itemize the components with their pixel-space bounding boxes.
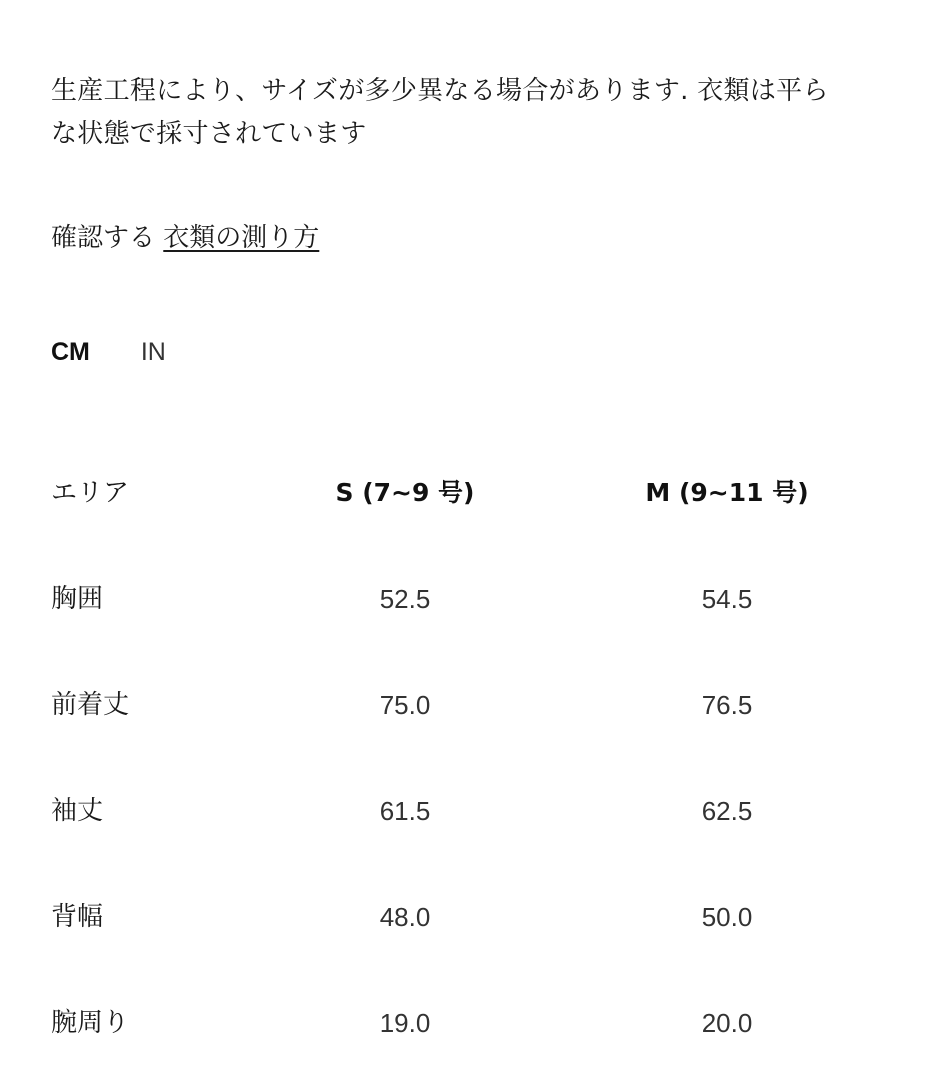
unit-toggle xyxy=(51,334,166,370)
how-to-measure-link[interactable]: 衣類の測り方 xyxy=(163,223,320,253)
notice-line-1: 生産工程により、サイズが多少異なる場合があります. 衣類は平ら xyxy=(51,76,829,106)
row-area-label: 背幅 xyxy=(51,902,104,932)
row-area-label: 腕周り xyxy=(51,1008,130,1038)
measure-guide-line xyxy=(51,218,319,258)
row-area-label: 胸囲 xyxy=(51,584,104,614)
size-table xyxy=(51,440,911,1076)
row-value-m: 76.5 xyxy=(701,690,753,720)
row-value-m: 50.0 xyxy=(701,902,753,932)
header-size-s: S (7~9 号) xyxy=(335,478,475,507)
row-area-label: 前着丈 xyxy=(51,690,130,720)
table-row xyxy=(51,864,911,970)
row-area-label: 袖丈 xyxy=(51,796,104,826)
table-row xyxy=(51,546,911,652)
table-row xyxy=(51,758,911,864)
measurement-notice xyxy=(51,70,911,156)
check-prefix: 確認する xyxy=(51,223,156,253)
header-size-m: M (9~11 号) xyxy=(645,478,809,507)
row-value-m: 54.5 xyxy=(701,584,753,614)
row-value-m: 62.5 xyxy=(701,796,753,826)
header-area: エリア xyxy=(51,478,130,508)
table-header-row xyxy=(51,440,911,546)
notice-line-2: な状態で採寸されています xyxy=(51,119,367,149)
table-row xyxy=(51,970,911,1076)
table-row xyxy=(51,652,911,758)
unit-cm-option[interactable]: CM xyxy=(51,338,90,366)
row-value-m: 20.0 xyxy=(701,1008,753,1038)
row-value-s: 61.5 xyxy=(379,796,431,826)
row-value-s: 48.0 xyxy=(379,902,431,932)
row-value-s: 52.5 xyxy=(379,584,431,614)
row-value-s: 19.0 xyxy=(379,1008,431,1038)
row-value-s: 75.0 xyxy=(379,690,431,720)
unit-in-option[interactable]: IN xyxy=(140,338,166,366)
